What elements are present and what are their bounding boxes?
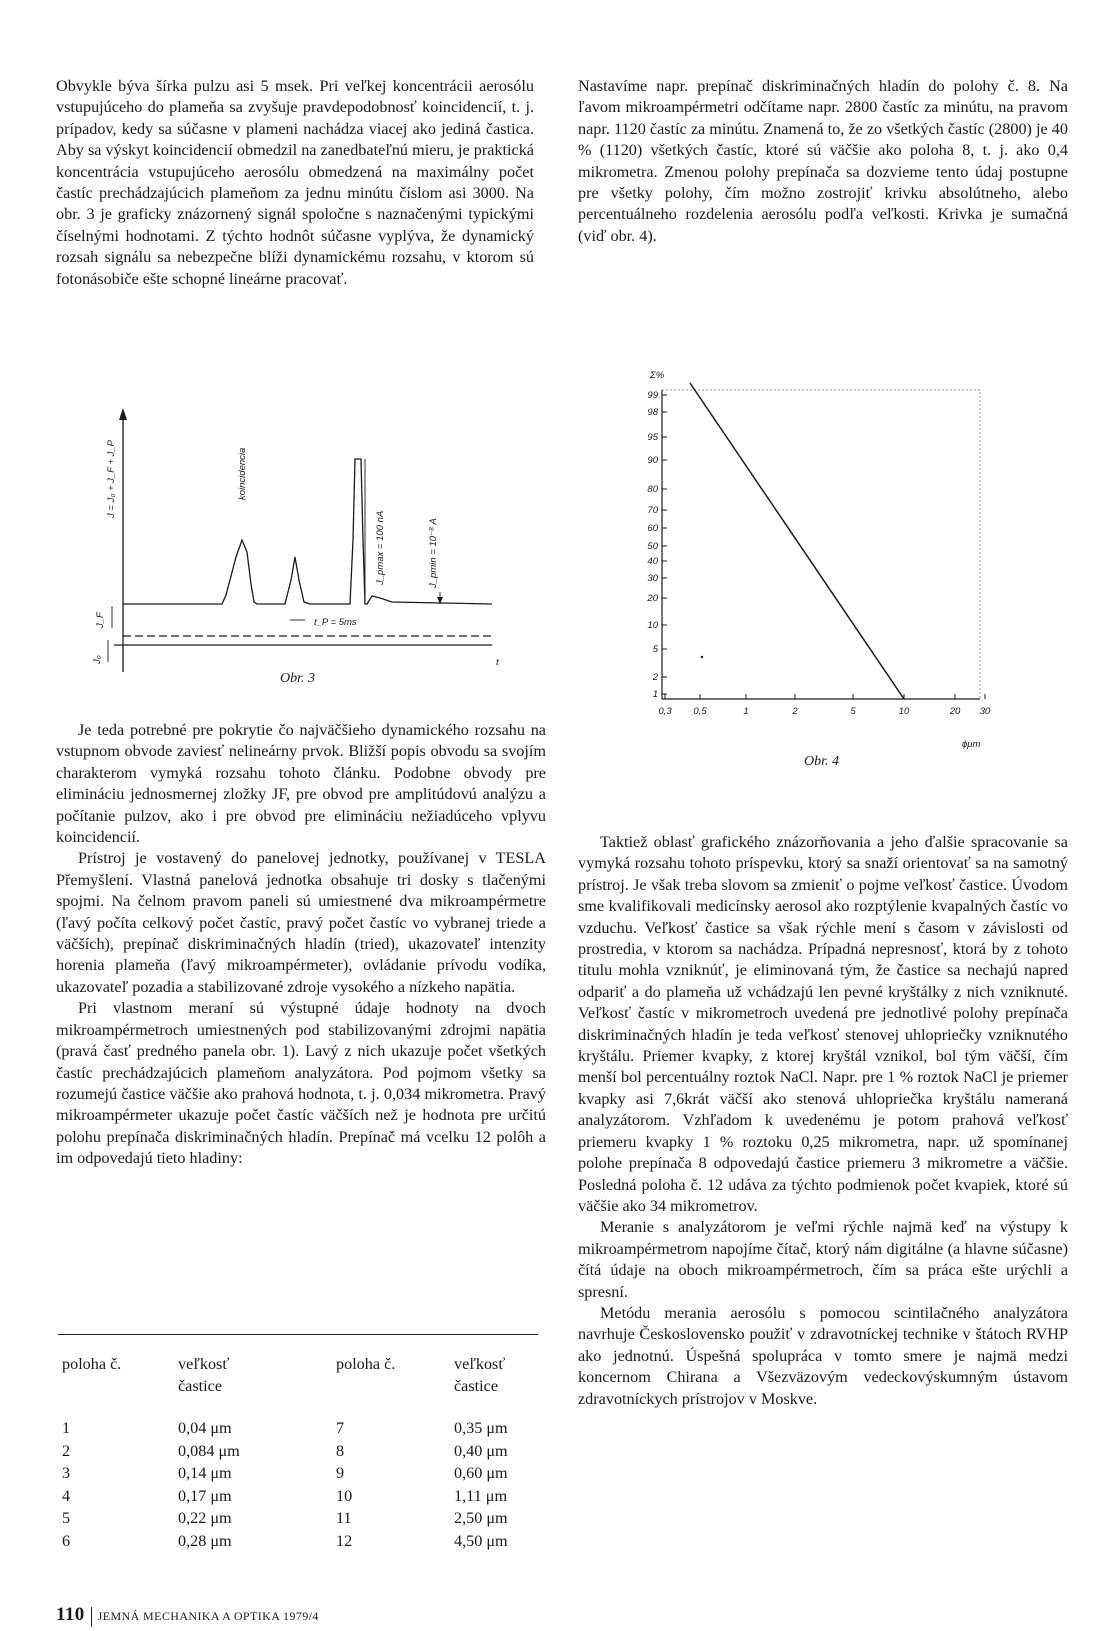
fig4-y-tick-label: 1 <box>652 689 658 700</box>
table-header-cell: poloha č. <box>336 1355 396 1373</box>
paragraph: Meranie s analyzátorom je veľmi rýchle najmä keď na výstupy k mikroampérmetrom napojíme čítač, ktorý nám digitálne (a hlavne súčasne) čítá údaje na oboch mikroampérmetroch, čím sa práca ešte urýchli a spresní. <box>578 1218 1068 1301</box>
fig4-sum-curve <box>690 383 904 699</box>
table-cell: 3 <box>62 1464 71 1482</box>
table-header-cell: veľkosť <box>178 1355 230 1373</box>
table-header-cell: veľkosť <box>454 1355 506 1373</box>
table-cell: 7 <box>336 1419 345 1437</box>
table-cell: 5 <box>62 1509 71 1527</box>
fig4-x-tick-label: 0,3 <box>658 706 672 717</box>
fig4-y-tick-label: 60 <box>647 523 658 534</box>
table-cell: 9 <box>336 1464 345 1482</box>
table-cell: 10 <box>336 1486 353 1505</box>
fig4-y-tick-label: 5 <box>652 644 658 655</box>
fig4-x-tick-label: 1 <box>743 706 749 717</box>
figure-4-caption: Obr. 4 <box>804 754 840 769</box>
fig3-label-jf: J_F <box>95 612 106 628</box>
table-cell: 2,50 μm <box>454 1509 508 1527</box>
footer-separator <box>91 1607 92 1627</box>
table-cell: 0,084 μm <box>178 1441 240 1460</box>
fig4-dot <box>701 656 703 658</box>
fig4-x-tick-label: 5 <box>850 706 856 717</box>
table-cell: 0,22 μm <box>178 1509 232 1527</box>
table-cell: 0,04 μm <box>178 1419 232 1437</box>
fig4-y-tick-label: 10 <box>647 620 658 631</box>
paragraph: Nastavíme napr. prepínač diskriminačných hladín do polohy č. 8. Na ľavom mikroampérmetri odčítame napr. 2800 častíc za minútu, na pravom napr. 1120 častíc za minútu. Znamená to, že zo všetkých častíc (2800) je 40 % (1120) všetkých častíc, ktoré sú väčšie ako poloha 8, t. j. ako 0,4 mikrometra. Zmenou polohy prepínača sa dozvieme tento údaj postupne pre všetky polohy, čím možno zostrojiť krivku absolútneho, alebo percentuálneho rozdelenia aerosólu podľa veľkosti. Krivka je sumačná (viď obr. 4). <box>578 77 1068 245</box>
fig4-x-tick-label: 30 <box>979 706 991 717</box>
fig4-y-tick-label: 90 <box>647 455 658 466</box>
fig4-y-tick-label: 98 <box>647 407 658 418</box>
table-cell: 0,14 μm <box>178 1464 232 1482</box>
figure-3-caption: Obr. 3 <box>280 671 316 686</box>
table-cell: 0,17 μm <box>178 1486 232 1505</box>
table-cell: 0,28 μm <box>178 1531 232 1550</box>
journal-name: JEMNÁ MECHANIKA A OPTIKA 1979/4 <box>97 1609 319 1623</box>
table-cell: 12 <box>336 1531 353 1550</box>
table-cell: 6 <box>62 1531 71 1550</box>
table-cell: 4 <box>62 1486 71 1505</box>
fig4-y-tick-label: 30 <box>647 573 658 584</box>
fig4-y-tick-label: 50 <box>647 541 658 552</box>
table-cell: 0,35 μm <box>454 1419 508 1437</box>
fig4-y-tick-label: 80 <box>647 484 658 495</box>
table-header-cell: častice <box>178 1377 223 1395</box>
table-cell: 4,50 μm <box>454 1531 508 1550</box>
column-left-bottom <box>56 720 546 1170</box>
fig3-label-koincidencia: koincidencia <box>237 447 248 500</box>
table-header-cell: častice <box>454 1377 499 1395</box>
fig3-label-t: t <box>496 657 499 668</box>
table-rule <box>58 1334 538 1335</box>
fig4-x-tick-label: 2 <box>792 706 798 717</box>
column-right-bottom <box>578 832 1068 1410</box>
fig4-y-tick-label: 20 <box>647 593 658 604</box>
page-footer <box>56 1604 319 1627</box>
fig4-y-tick-label: 95 <box>647 432 658 443</box>
fig4-x-tick-label: 0,5 <box>693 706 707 717</box>
paragraph: Je teda potrebné pre pokrytie čo najväčšieho dynamického rozsahu na vstupnom obvode zaviesť nelineárny prvok. Bližší popis obvodu sa svojím charakterom vymyká rozsahu tohoto článku. Podobne obvody pre elimináciu jednosmernej zložky JF, pre obvod pre amplitúdovú analýzu a počítanie pulzov, ako i pre obvod pre elimináciu nežiadúceho vplyvu koincidencií. <box>56 721 546 847</box>
fig3-label-j0: J₀ <box>92 655 103 664</box>
fig3-label-jpmax: J_pmax = 100 nA <box>375 510 386 585</box>
table-cell: 0,40 μm <box>454 1441 508 1460</box>
fig4-y-unit: Σ% <box>650 370 665 381</box>
fig4-y-tick-label: 99 <box>647 390 658 401</box>
paragraph: Metódu merania aerosólu s pomocou scintilačného analyzátora navrhuje Československo použiť v zdravotníckej technike v štátoch RVHP ako jednotnú. Úspešná spolupráca v tomto smere je najmä medzi koncernom Chirana a Všezväzovým vedeckovýskumným ústavom zdravotníckych prístrojov v Moskve. <box>578 1303 1068 1408</box>
table-cell: 0,60 μm <box>454 1464 508 1482</box>
fig4-x-tick-label: 10 <box>898 706 910 717</box>
fig3-label-tp: t_P = 5ms <box>314 617 357 628</box>
fig4-x-unit: ϕμm <box>962 739 981 750</box>
table-cell: 1 <box>62 1419 71 1437</box>
paragraph: Pri vlastnom meraní sú výstupné údaje hodnoty na dvoch mikroampérmetroch umiestnených pod stabilizovanými zdrojmi napätia (pravá časť predného panela obr. 1). Lavý z nich ukazuje počet všetkých častíc prechádzajúcich plameňom analyzátora. Pod pojmom všetky sa rozumejú častice väčšie ako prahová hodnota, t. j. 0,034 mikrometra. Pravý mikroampérmeter ukazuje počet častíc väčších než je hodnota pre určitú polohu prepínača diskriminačných hladín. Prepínač má vcelku 12 polôh a im odpovedajú tieto hladiny: <box>56 999 546 1168</box>
table-header-cell: poloha č. <box>62 1355 122 1373</box>
page-number: 110 <box>56 1604 85 1625</box>
paragraph: Taktiež oblasť grafického znázorňovania a jeho ďalšie spracovanie sa vymyká rozsahu tohoto príspevku, ktorý sa snaží orientovať sa na samotný prístroj. Je však treba slovom sa zmieniť o pojme veľkosť častice. Úvodom sme kvalifikovali medicínsky aerosol ako rozptýlenie kvapalných častíc vo vzduchu. Veľkosť častice sa však rýchle mení s časom v závislosti od prostredia, v ktorom sa nachádza. Prípadná nepresnosť, ktorá by z tohoto titulu mohla vzniknúť, je eliminovaná tým, že častice sa nechajú napred odpariť a do plameňa už vchádzajú len pevné kryštálky z nich vzniknuté. Veľkosť častíc v mikrometroch uvedená pre jednotlivé polohy prepínača diskriminačných hladín je teda veľkosť stenovej uhlopriečky vzniknutého kryštálu. Priemer kvapky, z ktorej kryštál vznikol, bol tým väčší, čím menší bol percentuálny roztok NaCl. Napr. pre 1 % roztok NaCl je priemer kvapky asi 7,6krát väčší ako stenová uhlopriečka kryštálu nameraná analyzátorom. Vzhľadom k uvedenému je potom prahová veľkosť priemeru kvapky 1 % roztoku 0,25 mikrometra, napr. už spomínanej polohe prepínača 8 odpovedajú častice priemeru 3 mikrometre a väčšie. Posledná poloha č. 12 udáva za týchto podmienok počet kvapiek, ktoré sú väčšie ako 34 mikrometrov. <box>578 833 1068 1215</box>
table-cell: 2 <box>62 1441 71 1460</box>
fig4-x-tick-label: 20 <box>949 706 961 717</box>
fig3-label-j-total: J = J₀ + J_F + J_P <box>106 439 117 518</box>
table-cell: 8 <box>336 1441 345 1460</box>
fig4-frame <box>662 390 980 699</box>
fig3-label-jpmin: J_pmin = 10⁻⁸ A <box>428 518 439 588</box>
fig4-y-tick-label: 40 <box>647 556 658 567</box>
paragraph: Obvykle býva šírka pulzu asi 5 msek. Pri veľkej koncentrácii aerosólu vstupujúceho do plameňa sa zvyšuje pravdepodobnosť koincidencií, t. j. prípadov, kedy sa súčasne v plameni nachádza viacej ako jediná častica. Aby sa výskyt koincidencií obmedzil na zanedbateľnú mieru, je praktická koncentrácia vstupujúceho aerosólu obmedzená na maximálny počet častíc prechádzajúcich plameňom za jednu minútu číslom asi 3000. Na obr. 3 je graficky znázornený signál spoločne s naznačenými typickými číselnými hodnotami. Z týchto hodnôt súčasne vyplýva, že dynamický rozsah signálu sa nebezpečne blíži dynamickému rozsahu, v ktorom sú fotonásobiče ešte schopné lineárne pracovať. <box>56 77 534 288</box>
fig4-y-tick-label: 2 <box>652 672 658 683</box>
paragraph: Prístroj je vostavený do panelovej jednotky, používanej v TESLA Přemyšlení. Vlastná panelová jednotka obsahuje tri dosky s tlačenými spojmi. Na čelnom pravom paneli sú umiestnené dva mikroampérmetre (ľavý počíta celkový počet častíc, pravý počet častíc vo vybranej triede a väčších), prepínač diskriminačných hladín (tried), ukazovateľ intenzity horenia plameňa (ľavý mikroampérmeter), ovládanie prívodu vodíka, ukazovateľ pozadia a stabilizované zdroje vysokého a nízkeho napätia. <box>56 849 546 996</box>
table-cell: 1,11 μm <box>454 1486 508 1505</box>
fig4-y-tick-label: 70 <box>647 505 658 516</box>
table-cell: 11 <box>336 1509 352 1527</box>
